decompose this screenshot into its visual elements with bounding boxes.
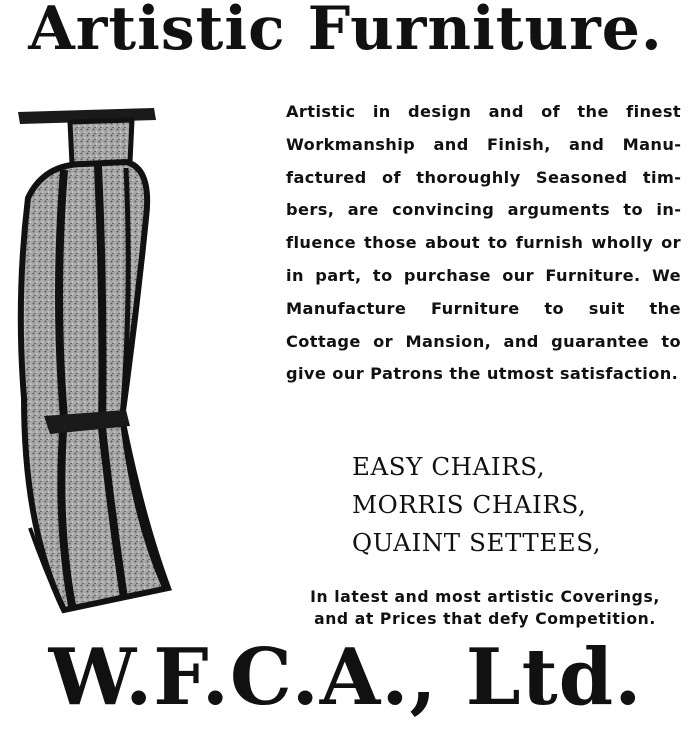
product-item: EASY CHAIRS, <box>352 452 546 481</box>
pedestal-stand-illustration <box>14 98 182 618</box>
product-item: MORRIS CHAIRS, <box>352 490 587 519</box>
tagline <box>286 586 684 630</box>
tagline-line-1: In latest and most artistic Coverings, <box>310 588 660 606</box>
headline: Artistic Furniture. <box>28 0 663 64</box>
tagline-line-2: and at Prices that defy Competition. <box>314 610 656 628</box>
product-item: QUAINT SETTEES, <box>352 528 602 557</box>
brand-name: W.F.C.A., Ltd. <box>48 632 643 723</box>
stand-neck <box>70 120 132 164</box>
description-paragraph: Artistic in design and of the finest Workmanship and Finish, and Manufactured of thoroughly Seasoned timbers, are convincing arguments to influence those about to furnish wholly or in part, to purchase our Furniture. We Manufacture Furniture to suit the Cottage or Mansion, and guarantee to give our Patrons the utmost satisfaction. <box>286 102 681 384</box>
product-list <box>352 448 682 562</box>
